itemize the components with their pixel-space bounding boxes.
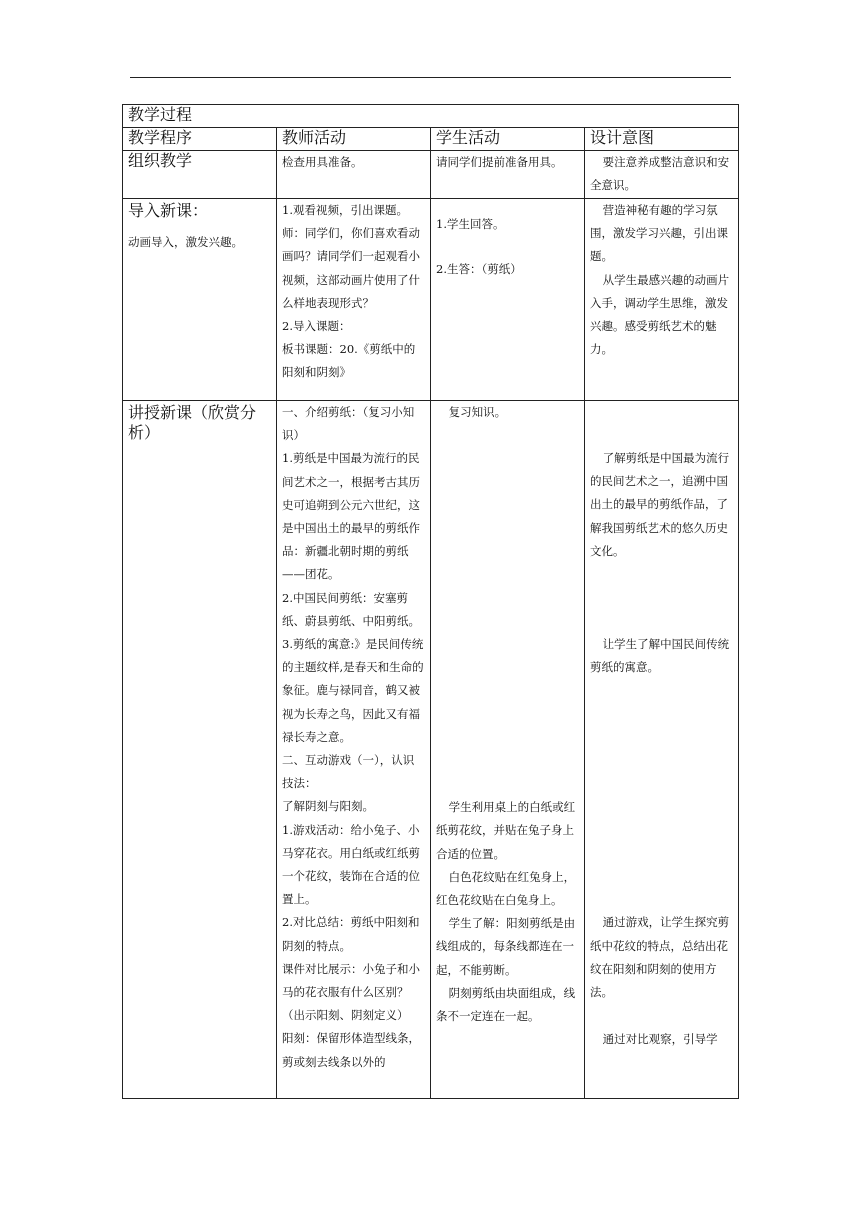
teacher-cell (277, 199, 431, 401)
student-text: 1.学生回答。 (436, 217, 505, 231)
teacher-text: 二、互动游戏（一），认识技法： (282, 753, 415, 791)
intent-cell (585, 199, 739, 401)
stage-label: 组织教学 (128, 151, 193, 170)
teacher-text: 3.剪纸的寓意:》是民间传统的主题纹样,是春天和生命的象征。鹿与禄同音，鹤又被视为长寿之鸟，因此又有福禄长寿之意。 (282, 637, 424, 744)
stage-cell (123, 151, 277, 199)
teacher-text: 1.游戏活动：给小兔子、小马穿花衣。用白纸或红纸剪一个花纹，装饰在合适的位置上。 (282, 822, 420, 907)
intent-text: 让学生了解中国民间传统剪纸的寓意。 (590, 637, 730, 675)
header-intent: 设计意图 (585, 128, 739, 151)
header-rule (130, 77, 731, 78)
stage-note: 动画导入，激发兴趣。 (128, 235, 243, 249)
header-teacher: 教师活动 (277, 128, 431, 151)
teacher-text: 师：同学们，你们喜欢看动画吗？请同学们一起观看小视频，这部动画片使用了什么样地表现形式？ (282, 226, 420, 310)
stage-cell (123, 401, 277, 1099)
teacher-text: 1.观看视频，引出课题。 (282, 203, 408, 217)
lesson-plan-table (122, 104, 739, 1099)
teacher-cell (277, 151, 431, 199)
student-text: 学生利用桌上的白纸或红纸剪花纹，并贴在兔子身上合适的位置。 (436, 800, 576, 861)
student-text: 请同学们提前准备用具。 (436, 155, 563, 169)
stage-cell (123, 199, 277, 401)
teacher-text: 阳刻：保留形体造型线条，剪或刻去线条以外的 (282, 1031, 420, 1069)
intent-text: 通过游戏，让学生探究剪纸中花纹的特点，总结出花纹在阳刻和阴刻的使用方法。 (590, 915, 730, 1000)
table-row (123, 199, 739, 401)
teacher-text: 了解阴刻与阳刻。 (282, 799, 374, 814)
stage-label: 讲授新课（欣赏分析） (128, 403, 257, 442)
student-cell (431, 199, 585, 401)
teacher-cell (277, 401, 431, 1099)
teacher-text: 一、介绍剪纸：（复习小知识） (282, 405, 415, 443)
stage-label: 导入新课： (128, 201, 209, 220)
teacher-text: 1.剪纸是中国最为流行的民间艺术之一，根据考古其历史可追朔到公元六世纪，这是中国出土的最早的剪纸作品：新疆北朝时期的剪纸——团花。 (282, 451, 420, 582)
intent-text: 通过对比观察，引导学 (602, 1032, 718, 1047)
intent-cell (585, 401, 739, 1099)
intent-cell (585, 151, 739, 199)
table-row (123, 401, 739, 1099)
intent-text: 从学生最感兴趣的动画片入手，调动学生思维，激发兴趣。感受剪纸艺术的魅力。 (590, 272, 730, 357)
intent-text: 要注意养成整洁意识和安全意识。 (590, 155, 730, 193)
header-student: 学生活动 (431, 128, 585, 151)
section-title: 教学过程 (123, 105, 739, 128)
intent-text: 营造神秘有趣的学习氛围，激发学习兴趣，引出课题。 (590, 203, 728, 264)
table-row (123, 151, 739, 199)
section-title-row (123, 105, 739, 128)
teacher-text: 检查用具准备。 (282, 155, 363, 169)
student-cell (431, 151, 585, 199)
student-text: 白色花纹贴在红兔身上，红色花纹贴在白兔身上。 (436, 869, 576, 908)
table-header-row (123, 128, 739, 151)
header-stage: 教学程序 (123, 128, 277, 151)
teacher-text: 2.导入课题： (282, 319, 351, 334)
student-cell (431, 401, 585, 1099)
intent-text: 了解剪纸是中国最为流行的民间艺术之一，追溯中国出土的最早的剪纸作品，了解我国剪纸艺术的悠久历史文化。 (590, 451, 730, 558)
teacher-text: 2.中国民间剪纸：安塞剪纸、蔚县剪纸、中阳剪纸。 (282, 590, 420, 628)
teacher-text: 课件对比展示：小兔子和小马的花衣服有什么区别？（出示阳刻、阴刻定义） (282, 961, 420, 1023)
student-text: 阴刻剪纸由块面组成，线条不一定连在一起。 (436, 985, 576, 1024)
student-text: 复习知识。 (448, 405, 507, 419)
student-text: 2.生答：（剪纸） (436, 262, 522, 277)
teacher-text: 2.对比总结：剪纸中阳刻和阴刻的特点。 (282, 915, 420, 953)
student-text: 学生了解：阳刻剪纸是由线组成的，每条线都连在一起，不能剪断。 (436, 916, 576, 977)
teacher-text: 板书课题：20.《剪纸中的阳刻和阴刻》 (282, 342, 416, 380)
